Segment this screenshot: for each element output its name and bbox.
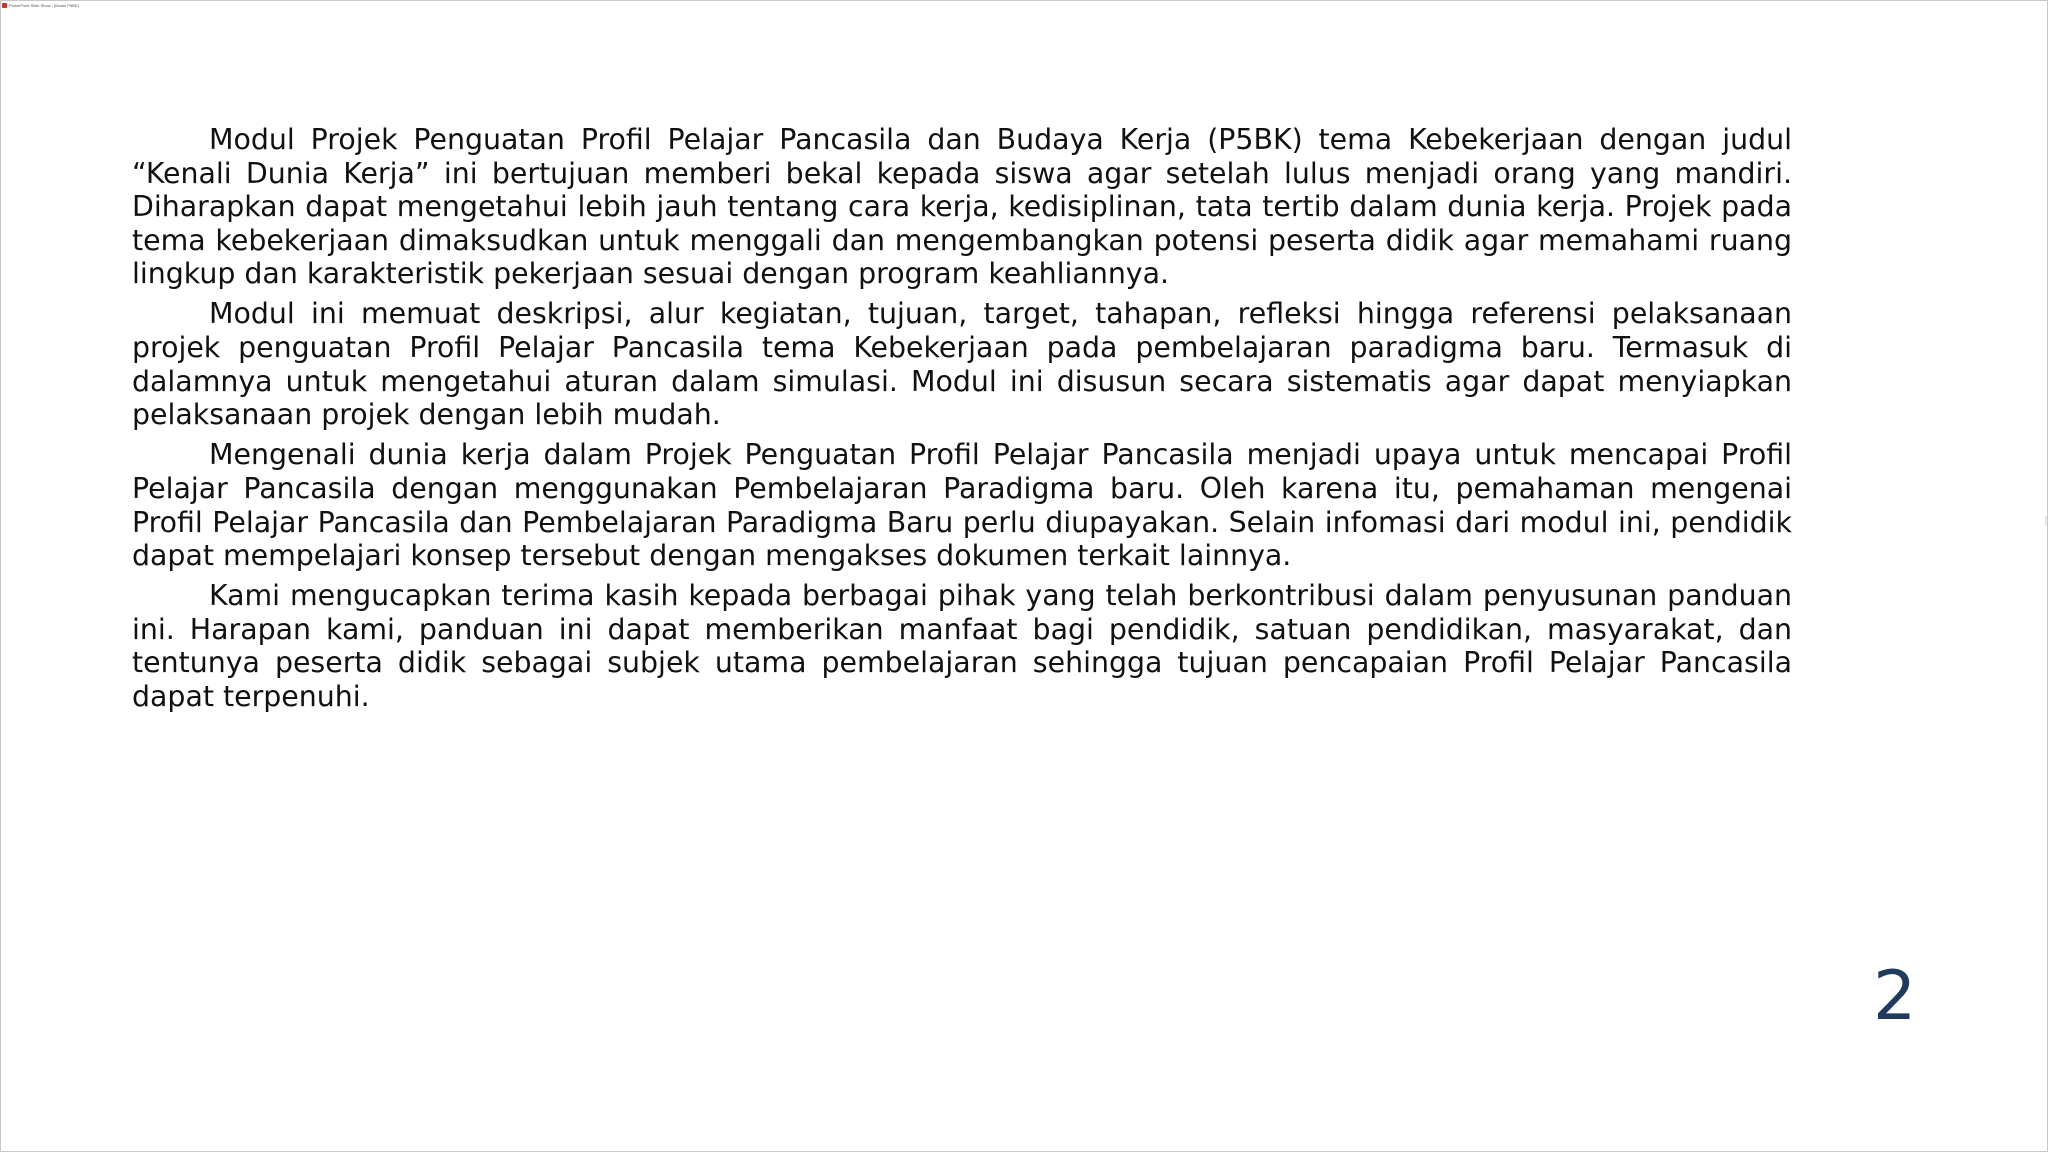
paragraph-thanks: Kami mengucapkan terima kasih kepada berbagai pihak yang telah berkontribusi dalam penyusunan panduan ini. Harapan kami, panduan ini dapat memberikan manfaat bagi pendidik, satuan pendidikan, masyarakat, dan tentunya peserta didik sebagai subjek utama pembelajaran sehingga tujuan pencapaian Profil Pelajar Pancasila dapat terpenuhi. bbox=[132, 579, 1792, 713]
paragraph-purpose: Mengenali dunia kerja dalam Projek Penguatan Profil Pelajar Pancasila menjadi upaya untuk mencapai Profil Pelajar Pancasila dengan menggunakan Pembelajaran Paradigma baru. Oleh karena itu, pemahaman mengenai Profil Pelajar Pancasila dan Pembelajaran Paradigma Baru perlu diupayakan. Selain infomasi dari modul ini, pendidik dapat mempelajari konsep tersebut dengan mengakses dokumen terkait lainnya. bbox=[132, 438, 1792, 573]
paragraph-intro: Modul Projek Penguatan Profil Pelajar Pancasila dan Budaya Kerja (P5BK) tema Kebekerjaan dengan judul “Kenali Dunia Kerja” ini bertujuan memberi bekal kepada siswa agar setelah lulus menjadi orang yang mandiri. Diharapkan dapat mengetahui lebih jauh tentang cara kerja, kedisiplinan, tata tertib dalam dunia kerja. Projek pada tema kebekerjaan dimaksudkan untuk menggali dan mengembangkan potensi peserta didik agar memahami ruang lingkup dan karakteristik pekerjaan sesuai dengan program keahliannya. bbox=[132, 123, 1792, 291]
window-title: PowerPoint Slide Show - [Modul P5BK] bbox=[9, 2, 79, 8]
page-number: 2 bbox=[1873, 957, 1917, 1036]
paragraph-content: Modul ini memuat deskripsi, alur kegiatan, tujuan, target, tahapan, refleksi hingga referensi pelaksanaan projek penguatan Profil Pelajar Pancasila tema Kebekerjaan pada pembelajaran paradigma baru. Termasuk di dalamnya untuk mengetahui aturan dalam simulasi. Modul ini disusun secara sistematis agar dapat menyiapkan pelaksanaan projek dengan lebih mudah. bbox=[132, 297, 1792, 432]
window-edge-handle bbox=[2045, 516, 2047, 526]
slide-body-text bbox=[132, 123, 1792, 720]
slide[interactable] bbox=[1, 1, 2047, 1151]
